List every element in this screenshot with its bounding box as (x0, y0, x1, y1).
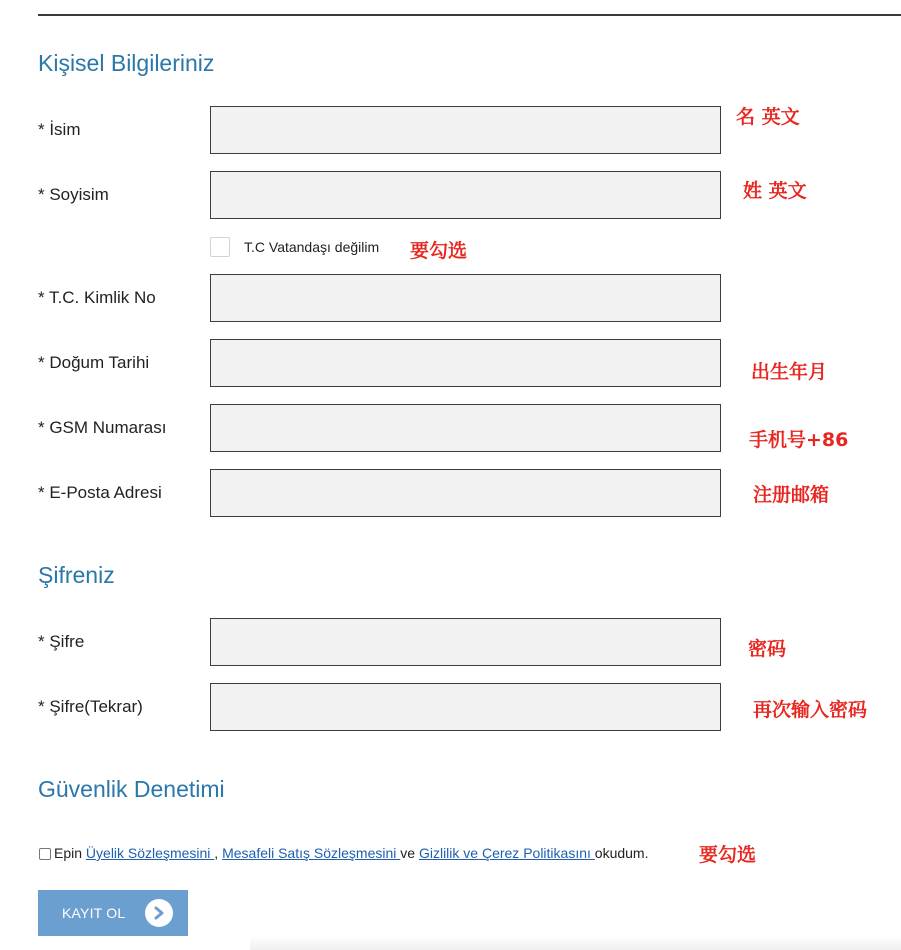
note-isim: 名 英文 (736, 106, 800, 128)
note-agreement: 要勾选 (699, 844, 757, 866)
sifre-tekrar-input[interactable] (210, 683, 721, 731)
link-uyelik-sozlesmesi[interactable]: Üyelik Sözleşmesini (85, 845, 215, 861)
link-gizlilik-cerez[interactable]: Gizlilik ve Çerez Politikasını (418, 845, 595, 861)
label-isim: * İsim (38, 120, 81, 139)
top-divider (38, 14, 901, 16)
dogum-tarihi-input[interactable] (210, 339, 721, 387)
label-dogum-tarihi: * Doğum Tarihi (38, 353, 150, 372)
agreement-checkbox[interactable] (39, 848, 51, 860)
link-mesafeli-satis[interactable]: Mesafeli Satış Sözleşmesini (222, 845, 401, 861)
agreement-prefix: Epin (54, 845, 83, 861)
sifre-input[interactable] (210, 618, 721, 666)
isim-input[interactable] (210, 106, 721, 154)
eposta-input[interactable] (210, 469, 721, 517)
gsm-input[interactable] (210, 404, 721, 452)
kayit-ol-button[interactable] (38, 890, 188, 936)
agreement-ve: ve (400, 845, 416, 861)
section-title-personal: Kişisel Bilgileriniz (38, 50, 215, 76)
note-tc-checkbox: 要勾选 (410, 240, 468, 262)
label-eposta: * E-Posta Adresi (38, 483, 162, 502)
note-sifre: 密码 (748, 638, 787, 660)
note-gsm: 手机号+86 (749, 429, 849, 451)
label-soyisim: * Soyisim (38, 185, 109, 204)
kayit-ol-label: KAYIT OL (62, 905, 126, 921)
note-eposta: 注册邮箱 (753, 484, 830, 506)
label-gsm: * GSM Numarası (38, 418, 167, 437)
note-sifre-tekrar: 再次输入密码 (753, 699, 868, 721)
section-title-password: Şifreniz (38, 562, 115, 588)
tc-kimlik-input[interactable] (210, 274, 721, 322)
agreement-separator: , (214, 845, 219, 861)
chevron-right-icon (145, 899, 173, 927)
note-soyisim: 姓 英文 (743, 180, 807, 202)
note-dogum: 出生年月 (751, 361, 828, 383)
bottom-shadow (250, 935, 901, 950)
label-sifre-tekrar: * Şifre(Tekrar) (38, 697, 143, 716)
label-sifre: * Şifre (38, 632, 85, 651)
tc-citizen-checkbox[interactable] (210, 237, 230, 257)
tc-citizen-label: T.C Vatandaşı değilim (244, 239, 380, 255)
soyisim-input[interactable] (210, 171, 721, 219)
section-title-security: Güvenlik Denetimi (38, 776, 225, 802)
agreement-suffix: okudum. (594, 845, 649, 861)
agreement-row (39, 845, 648, 861)
label-tc-kimlik: * T.C. Kimlik No (38, 288, 156, 307)
